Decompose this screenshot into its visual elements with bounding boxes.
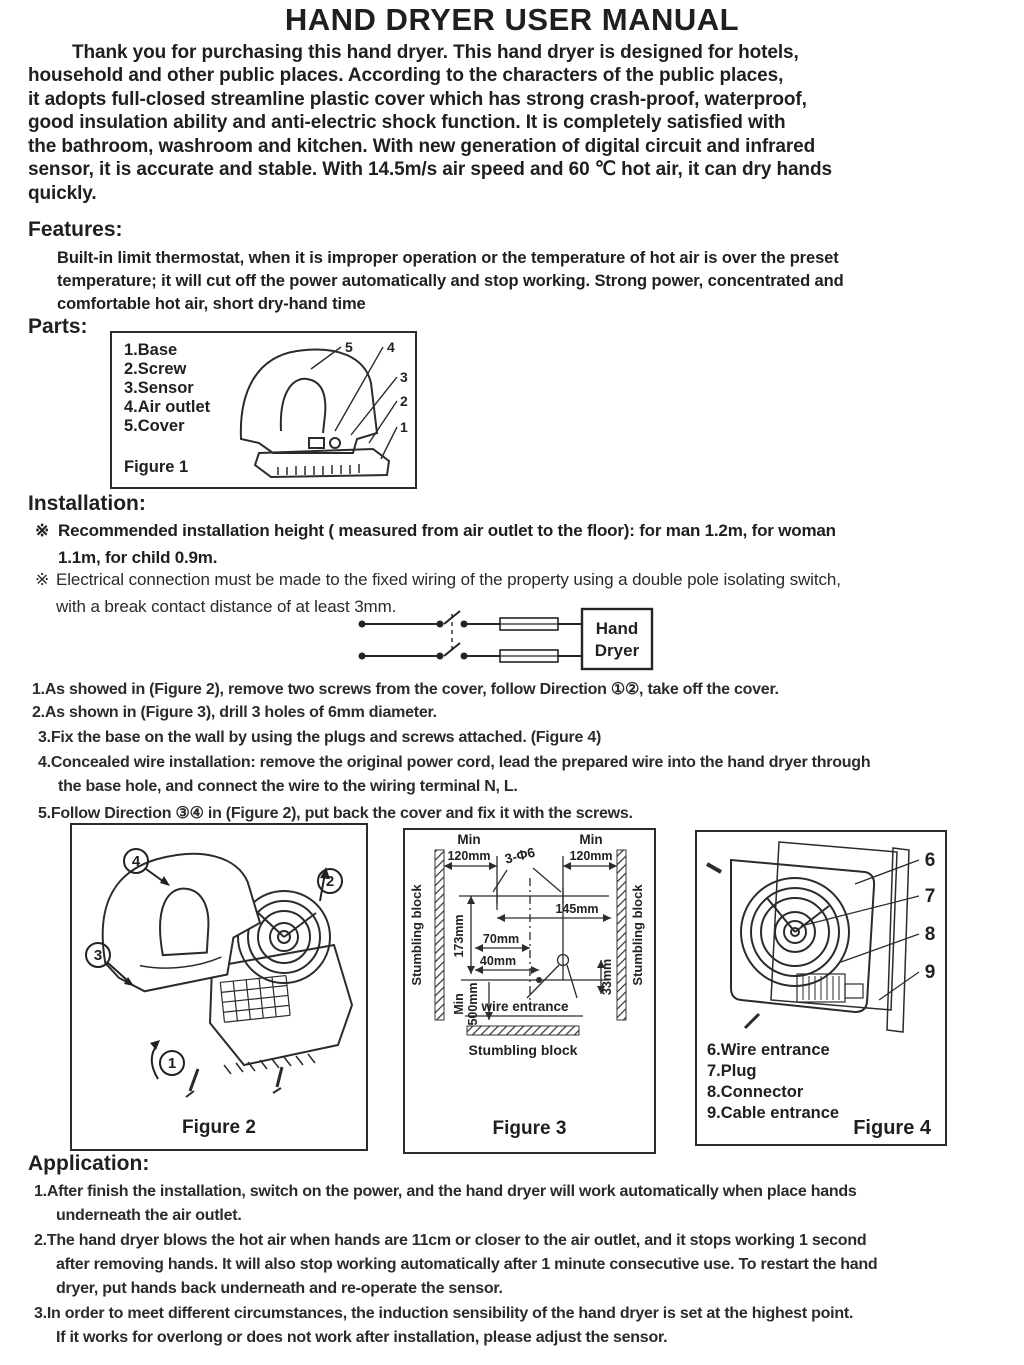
install-note-line: 1.1m, for child 0.9m.	[58, 548, 218, 567]
label-wire-entrance: wire entrance	[481, 999, 569, 1014]
intro-line: household and other public places. According to the characters of the public places,	[28, 65, 784, 86]
install-step-line: 2.As shown in (Figure 3), drill 3 holes of 6mm diameter.	[32, 704, 437, 721]
figure1-caption: Figure 1	[124, 458, 189, 476]
application-heading: Application:	[28, 1152, 150, 1175]
features-line: comfortable hot air, short dry-hand time	[57, 295, 366, 313]
parts-list-item: 5.Cover	[124, 417, 185, 435]
figure2-callout: 1	[167, 1055, 177, 1072]
figure4-legend-item: 9.Cable entrance	[707, 1104, 840, 1122]
page-title: HAND DRYER USER MANUAL	[284, 2, 740, 37]
part-callout-number: 4	[387, 339, 395, 355]
figure2-callout: 2	[325, 873, 335, 890]
part-callout-number: 2	[400, 393, 408, 409]
note-marker: ※	[35, 521, 50, 540]
dim-label-120mm: 120mm	[447, 849, 491, 863]
label-stumbling-block-right: Stumbling block	[630, 884, 645, 986]
figure2-callout: 4	[131, 853, 141, 870]
wiring-diagram	[352, 606, 654, 672]
dim-label-33mm: 33mm	[600, 958, 614, 996]
application-line: If it works for overlong or does not work after installation, please adjust the sensor.	[56, 1329, 668, 1346]
application-line: 3.In order to meet different circumstances, the induction sensibility of the hand dryer is set at the highest point.	[34, 1305, 854, 1322]
part-callout-number: 5	[345, 339, 353, 355]
figure4-callout: 9	[924, 962, 936, 983]
installation-heading: Installation:	[28, 492, 146, 515]
figure2-caption: Figure 2	[182, 1117, 256, 1138]
figure3-caption: Figure 3	[492, 1118, 567, 1139]
dim-label-70mm: 70mm	[482, 932, 520, 946]
figure3-dimension-drawing	[405, 830, 652, 1070]
application-line: after removing hands. It will also stop working automatically after 1 minute consecutive use. To restart the hand	[56, 1256, 878, 1273]
install-step-line: 5.Follow Direction ③④ in (Figure 2), put back the cover and fix it with the screws.	[38, 805, 633, 822]
figure2-panel	[70, 823, 368, 1151]
application-line: 1.After finish the installation, switch on the power, and the hand dryer will work automatically when place hands	[34, 1183, 857, 1200]
application-line: underneath the air outlet.	[56, 1207, 242, 1224]
figure4-callout: 6	[924, 850, 936, 871]
figure4-legend-item: 6.Wire entrance	[707, 1041, 830, 1059]
device-box-label: Hand	[595, 619, 639, 638]
figure2-exploded-view-drawing	[72, 827, 362, 1099]
dim-label-40mm: 40mm	[479, 954, 517, 968]
application-line: dryer, put hands back underneath and re-operate the sensor.	[56, 1280, 503, 1297]
figure4-legend-item: 7.Plug	[707, 1062, 757, 1080]
features-line: Built-in limit thermostat, when it is improper operation or the temperature of hot air is over the preset	[57, 249, 839, 267]
figure2-callout: 3	[93, 947, 103, 964]
dim-label-holes: 3-Φ6	[503, 844, 537, 867]
label-stumbling-block-bottom: Stumbling block	[468, 1042, 578, 1058]
note-marker: ※	[35, 570, 50, 589]
install-step-line: 4.Concealed wire installation: remove the original power cord, lead the prepared wire into the hand dryer through	[38, 754, 871, 771]
parts-heading: Parts:	[28, 315, 88, 338]
intro-line: Thank you for purchasing this hand dryer. This hand dryer is designed for hotels,	[72, 42, 799, 63]
figure1-hand-dryer-drawing	[223, 335, 415, 483]
dim-label-173mm: 173mm	[452, 914, 466, 958]
figure4-internal-view-drawing	[697, 834, 943, 1036]
parts-list-item: 3.Sensor	[124, 379, 194, 397]
install-note-line: Recommended installation height ( measured from air outlet to the floor): for man 1.2m, for woman	[58, 521, 836, 540]
figure4-legend-item: 8.Connector	[707, 1083, 804, 1101]
intro-line: quickly.	[28, 183, 97, 204]
install-note-line: with a break contact distance of at least 3mm.	[56, 597, 397, 616]
features-heading: Features:	[28, 218, 123, 241]
application-line: 2.The hand dryer blows the hot air when hands are 11cm or closer to the air outlet, and it stops working 1 second	[34, 1232, 867, 1249]
dim-label-120mm: 120mm	[569, 849, 613, 863]
figure4-callout: 8	[924, 924, 936, 945]
part-callout-number: 1	[400, 419, 408, 435]
dim-label-145mm: 145mm	[555, 902, 599, 916]
dim-label-500mm: 500mm	[466, 982, 480, 1026]
intro-line: the bathroom, washroom and kitchen. With new generation of digital circuit and infrared	[28, 136, 816, 157]
install-step-line: 1.As showed in (Figure 2), remove two screws from the cover, follow Direction ①②, take off the cover.	[32, 681, 779, 698]
dim-label-min: Min	[452, 993, 466, 1015]
install-note-line: Electrical connection must be made to the fixed wiring of the property using a double pole isolating switch,	[56, 570, 841, 589]
label-stumbling-block-left: Stumbling block	[409, 884, 424, 986]
intro-line: good insulation ability and anti-electric shock function. It is completely satisfied with	[28, 112, 786, 133]
dim-label-min: Min	[579, 832, 603, 847]
parts-list-item: 4.Air outlet	[124, 398, 211, 416]
parts-list-item: 1.Base	[124, 341, 178, 359]
parts-box	[110, 331, 417, 489]
figure4-callout: 7	[924, 886, 936, 907]
install-step-line: 3.Fix the base on the wall by using the plugs and screws attached. (Figure 4)	[38, 729, 602, 746]
intro-line: it adopts full-closed streamline plastic cover which has strong crash-proof, waterproof,	[28, 89, 807, 110]
figure4-caption: Figure 4	[853, 1117, 931, 1139]
device-box-label: Dryer	[594, 641, 640, 660]
dim-label-min: Min	[457, 832, 481, 847]
install-step-line: the base hole, and connect the wire to the wiring terminal N, L.	[58, 778, 518, 795]
figure4-panel	[695, 830, 947, 1146]
figure3-panel	[403, 828, 656, 1154]
intro-line: sensor, it is accurate and stable. With 14.5m/s air speed and 60 ℃ hot air, it can dry hands	[28, 159, 832, 180]
part-callout-number: 3	[400, 369, 408, 385]
parts-list-item: 2.Screw	[124, 360, 187, 378]
features-line: temperature; it will cut off the power automatically and stop working. Strong power, concentrated and	[57, 272, 844, 290]
